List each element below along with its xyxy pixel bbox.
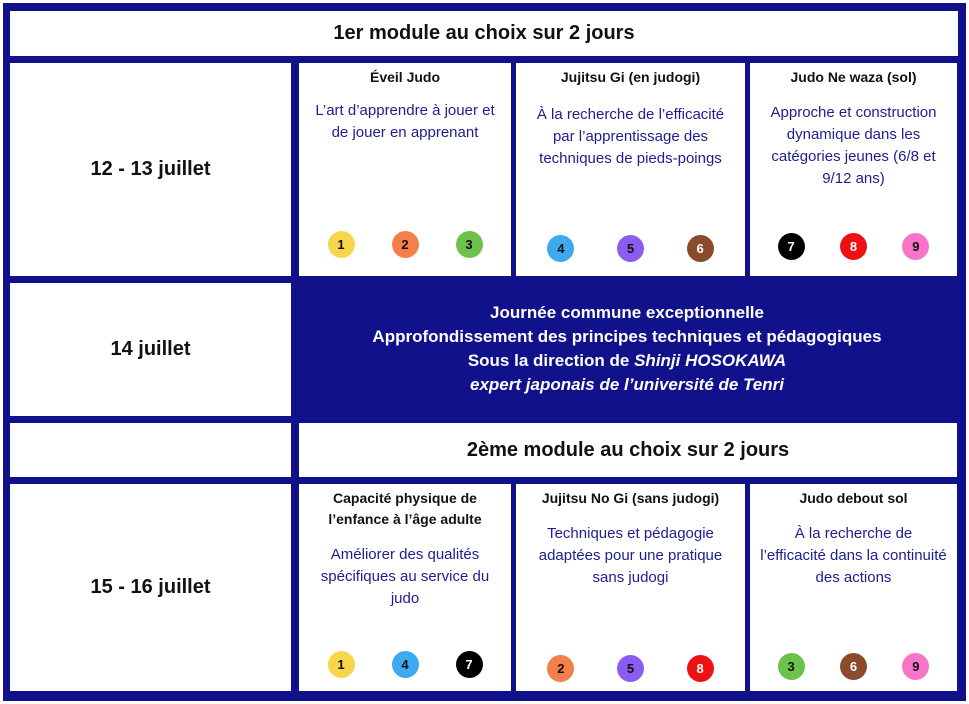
special-line-4: expert japonais de l’université de Tenri [470,374,784,394]
special-day-banner [293,278,961,419]
module-number-dots [750,233,957,260]
module-capacite-physique [299,484,511,691]
module-jujitsu-gi [516,63,745,276]
module-eveil-judo [299,63,511,276]
module-number-dots [299,651,511,678]
number-dot-7: 7 [778,233,805,260]
module-title: Jujitsu No Gi (sans judogi) [541,490,720,506]
empty-cell [10,423,291,477]
number-dot-5: 5 [617,235,644,262]
module-number-dots [299,231,511,258]
date-12-13-july: 12 - 13 juillet [10,63,291,276]
number-dot-8: 8 [840,233,867,260]
number-dot-8: 8 [687,655,714,682]
module-title: Éveil Judo [369,69,441,85]
module-number-dots [516,235,745,262]
module-description: Techniques et pédagogie adaptées pour une pratique sans judogi [538,525,723,586]
number-dot-6: 6 [840,653,867,680]
number-dot-5: 5 [617,655,644,682]
number-dot-9: 9 [902,233,929,260]
number-dot-2: 2 [547,655,574,682]
module-title: Capacité physique de l’enfance à l’âge adulte [328,490,482,527]
module-title: Judo debout sol [799,490,908,506]
module-number-dots [750,653,957,680]
module-title: Jujitsu Gi (en judogi) [560,69,701,85]
module-judo-ne-waza [750,63,957,276]
module1-header: 1er module au choix sur 2 jours [10,11,958,56]
module-judo-debout-sol [750,484,957,691]
expert-name: Shinji HOSOKAWA [634,350,787,370]
module-description: L’art d’apprendre à jouer et de jouer en apprenant [315,102,495,141]
number-dot-4: 4 [547,235,574,262]
module-title: Judo Ne waza (sol) [790,69,917,85]
module2-header: 2ème module au choix sur 2 jours [299,423,957,477]
date-15-16-july: 15 - 16 juillet [10,484,291,691]
module-description: Approche et construction dynamique dans les catégories jeunes (6/8 et 9/12 ans) [770,104,937,187]
special-line-1: Journée commune exceptionnelle [490,302,764,322]
number-dot-3: 3 [778,653,805,680]
number-dot-6: 6 [687,235,714,262]
date-14-july: 14 juillet [10,283,291,416]
module-number-dots [516,655,745,682]
number-dot-3: 3 [456,231,483,258]
schedule-table [3,3,966,701]
number-dot-4: 4 [392,651,419,678]
module-description: À la recherche de l’efficacité par l’apprentissage des techniques de pieds-poings [536,106,725,167]
special-line-3: Sous la direction de Shinji HOSOKAWA [467,350,787,370]
special-line-2: Approfondissement des principes techniques et pédagogiques [372,326,882,346]
number-dot-9: 9 [902,653,929,680]
module-description: À la recherche de l’efficacité dans la continuité des actions [760,525,947,586]
number-dot-2: 2 [392,231,419,258]
number-dot-1: 1 [328,651,355,678]
module-description: Améliorer des qualités spécifiques au service du judo [320,546,490,607]
module-jujitsu-no-gi [516,484,745,691]
number-dot-1: 1 [328,231,355,258]
number-dot-7: 7 [456,651,483,678]
